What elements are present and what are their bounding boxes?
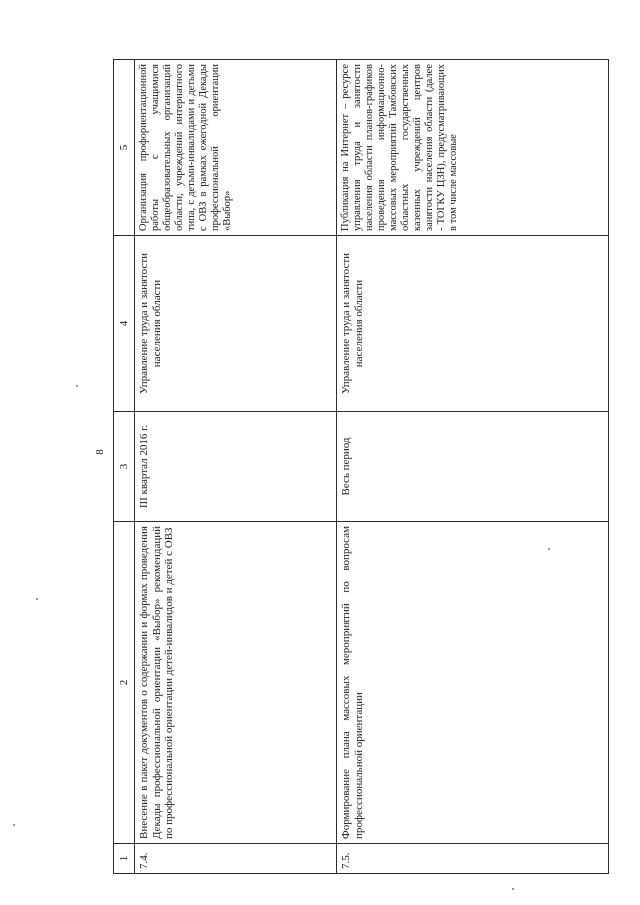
row-number: 7.4.: [135, 844, 337, 874]
executor-cell: Управление труда и занятости населения области: [337, 236, 609, 412]
table-row: [135, 60, 337, 874]
row-number: 7.5.: [337, 844, 609, 874]
header-col-5: 5: [114, 60, 135, 236]
table-rotator: [113, 60, 607, 874]
executor-cell: Управление труда и занятости населения области: [135, 236, 337, 412]
header-col-4: 4: [114, 236, 135, 412]
header-col-2: 2: [114, 522, 135, 844]
scan-speck: [512, 888, 514, 890]
event-cell: Внесение в пакет документов о содержании и формах проведения Декады профессиональной ориентации «Выбор» рекомендаций по профессиональной ориентации детей-инвалидов и детей с ОВЗ: [135, 522, 337, 844]
scan-speck: [36, 598, 38, 600]
page-number: 8: [93, 449, 106, 455]
term-cell: Весь период: [337, 412, 609, 522]
scan-speck: [76, 385, 78, 387]
table-row: [337, 60, 609, 874]
table-header: [114, 60, 135, 874]
term-cell: III квартал 2016 г.: [135, 412, 337, 522]
table-body: [135, 60, 609, 874]
header-col-1: 1: [114, 844, 135, 874]
event-cell: Формирование плана массовых мероприятий по вопросам профессиональной ориентации: [337, 522, 609, 844]
rotated-table-container: [113, 60, 607, 874]
scan-speck: [13, 824, 15, 826]
result-cell: Организация профориентационной работы с учащимися общеобразовательных организаций области, учреждений интернатного типа, с детьми-инвалидами и детьми с ОВЗ в рамках ежегодной Декады профессиональной ориентации «Выбор»: [135, 60, 337, 236]
plan-table: [113, 59, 609, 874]
result-cell: Публикация на Интернет – ресурсе управления труда и занятости населения области планов-графиков проведения информационно-массовых мероприятий Тамбовских областных государственных казенных учреждений центров занятости населения области (далее - ТОГКУ ЦЗН), предусматривающих в том числе массовые: [337, 60, 609, 236]
header-row: [114, 60, 135, 874]
header-col-3: 3: [114, 412, 135, 522]
